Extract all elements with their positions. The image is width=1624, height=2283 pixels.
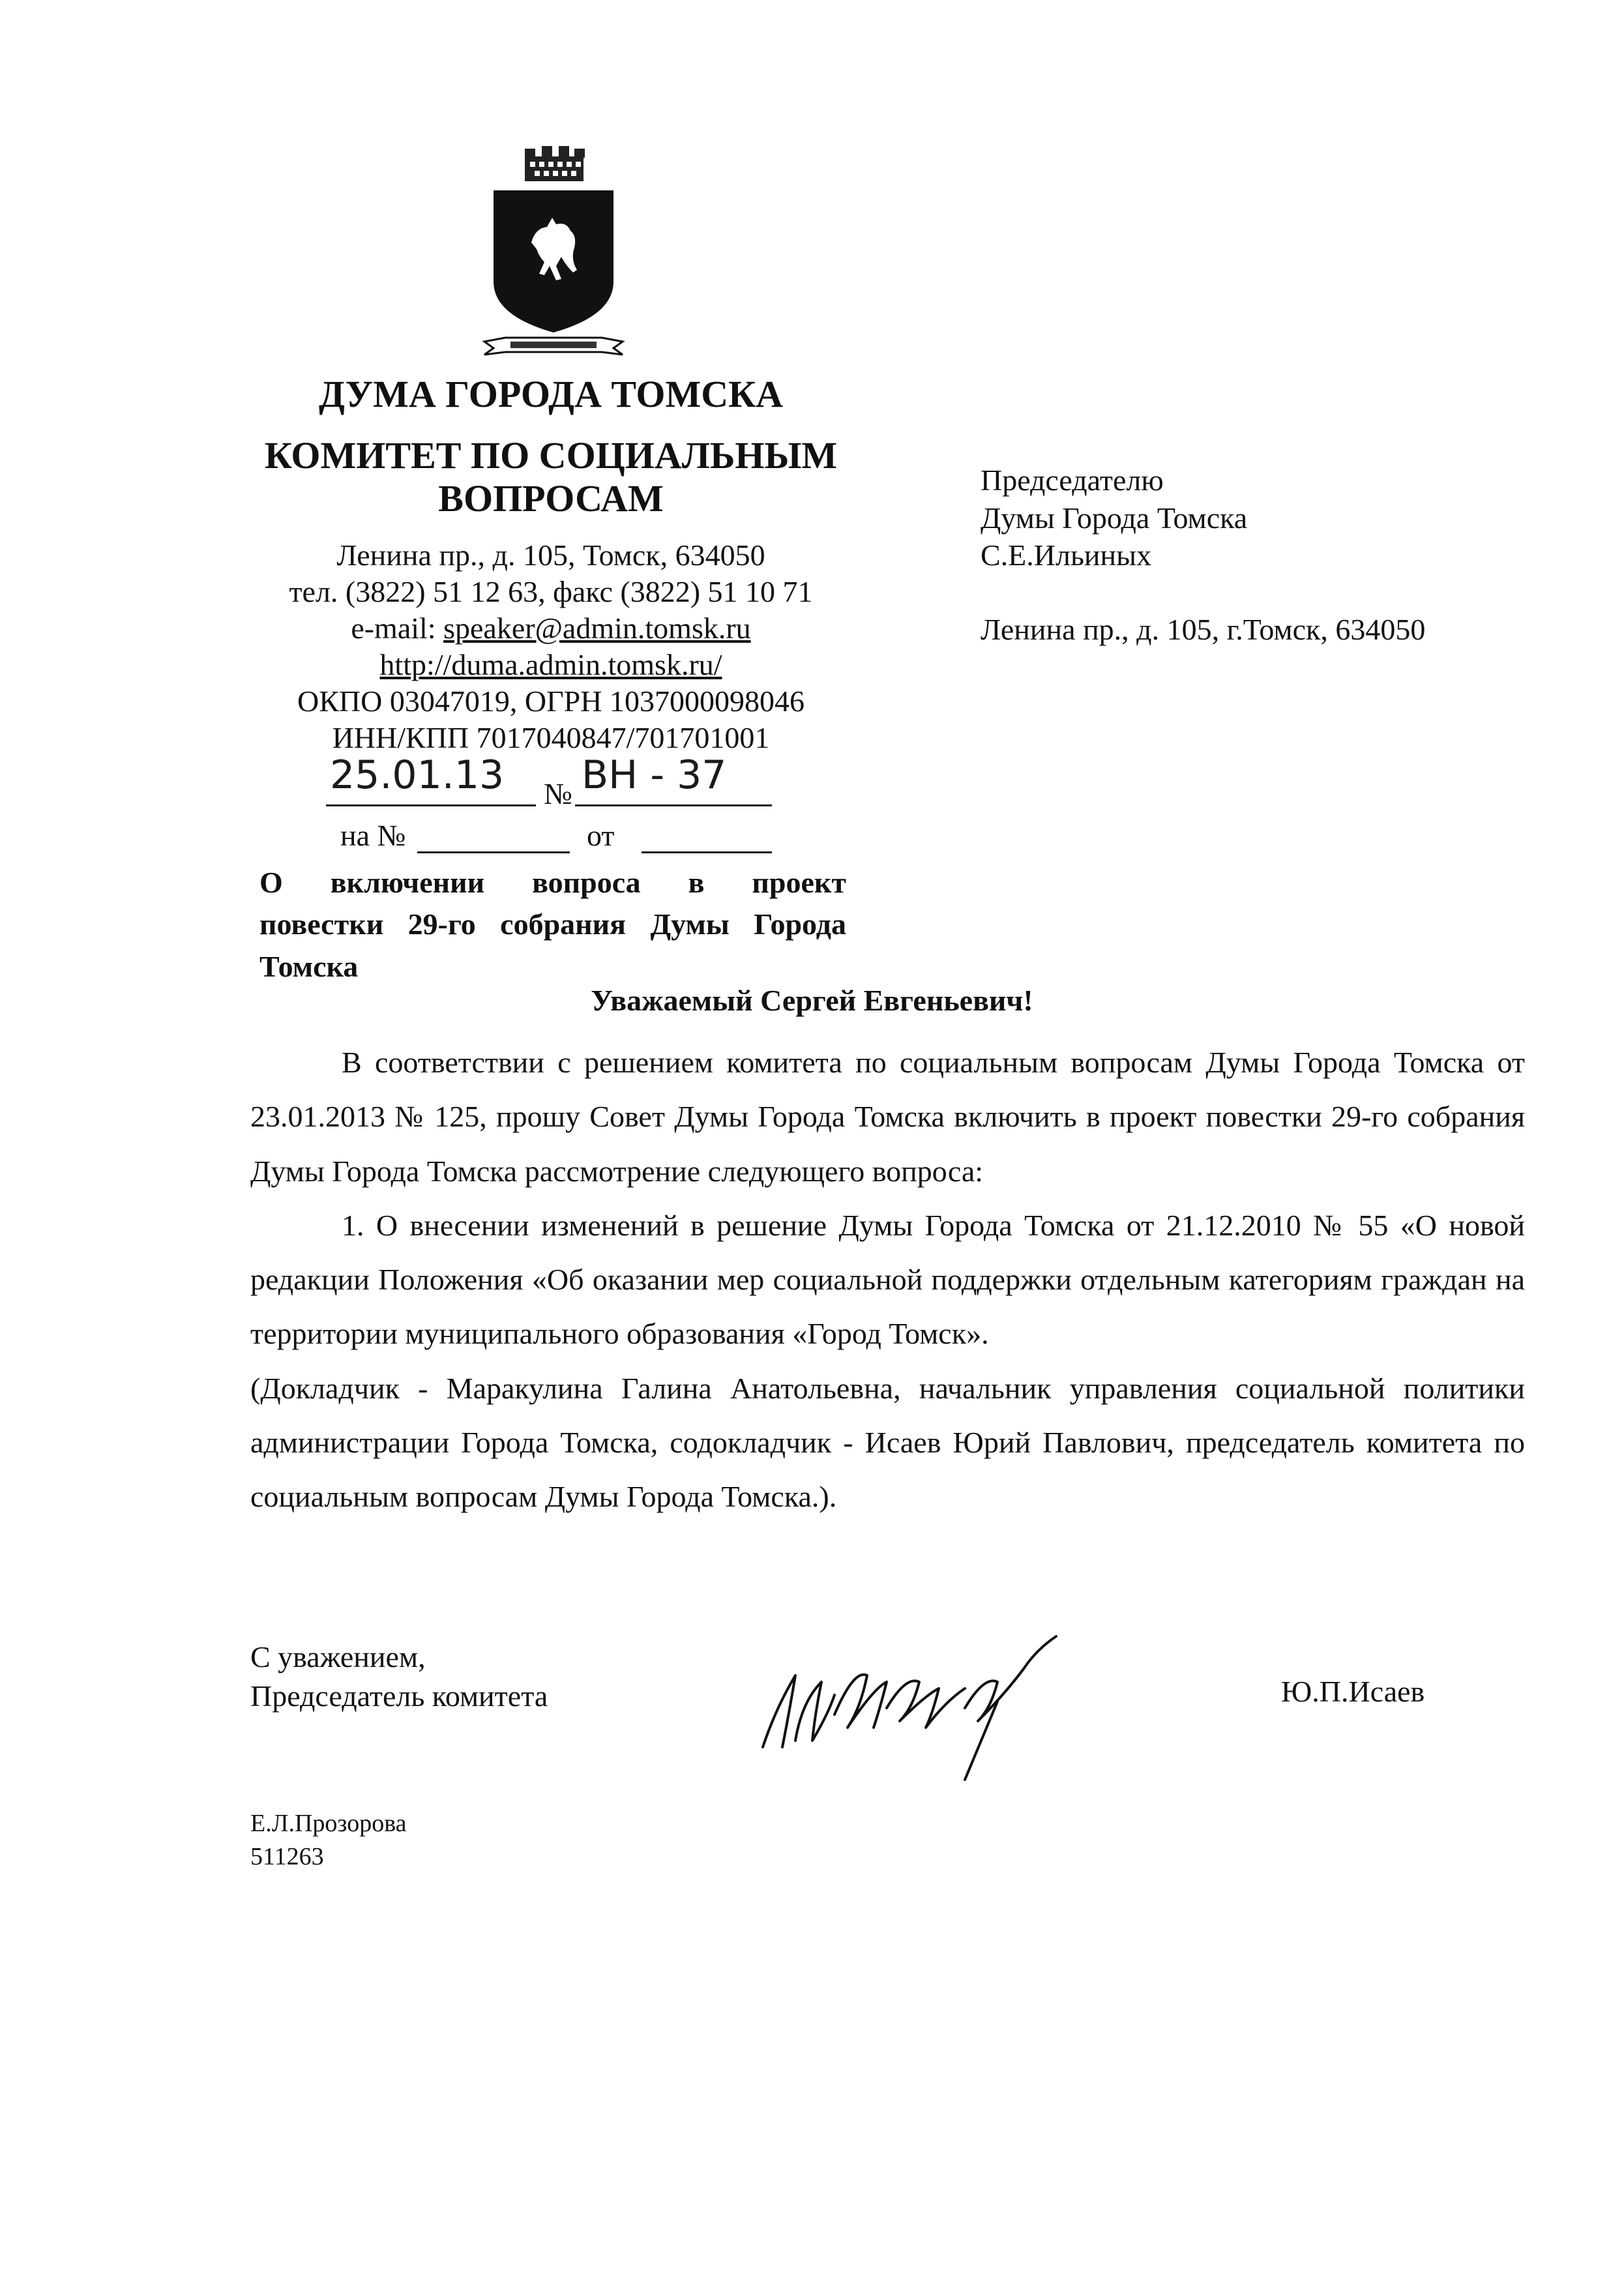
subject-line1: О включении вопроса в проект xyxy=(259,866,846,899)
committee-name-line2: ВОПРОСАМ xyxy=(438,477,664,520)
executor-name: Е.Л.Прозорова xyxy=(250,1810,407,1837)
subject-line3: Томска xyxy=(259,949,359,983)
recipient-position: Председателю xyxy=(981,464,1164,497)
number-label: № xyxy=(544,777,572,810)
recipient-name: С.Е.Ильиных xyxy=(981,538,1152,572)
letter-subject xyxy=(259,862,846,988)
subject-line2: повестки 29-го собрания Думы Города xyxy=(259,907,846,941)
from-underline xyxy=(642,851,772,853)
recipient-address: Ленина пр., д. 105, г.Томск, 634050 xyxy=(981,612,1426,646)
executor-block xyxy=(250,1807,407,1874)
handwritten-number: ВН - 37 xyxy=(582,752,727,798)
recipient-block xyxy=(981,462,1425,648)
from-label: от xyxy=(587,819,615,852)
salutation: Уважаемый Сергей Евгеньевич! xyxy=(591,984,1033,1017)
recipient-organization: Думы Города Томска xyxy=(981,501,1248,535)
org-name: ДУМА ГОРОДА ТОМСКА xyxy=(318,373,784,415)
email-label: e-mail: xyxy=(351,611,444,645)
sender-email-line xyxy=(248,610,854,647)
body-paragraph-3: (Докладчик - Маракулина Галина Анатольевна, начальник управления социальной политики администрации Города Томска, содокладчик - Исаев Юрий Павлович, председатель комитета по социальным вопросам Думы Города Томска.). xyxy=(250,1371,1525,1513)
number-underline xyxy=(575,804,772,806)
date-underline xyxy=(326,804,536,806)
handwritten-date: 25.01.13 xyxy=(330,752,505,798)
handwritten-signature xyxy=(750,1630,1089,1786)
registration-block xyxy=(326,750,782,854)
sender-phone: тел. (3822) 51 12 63, факс (3822) 51 10 71 xyxy=(289,575,813,608)
signer-name: Ю.П.Исаев xyxy=(1281,1675,1425,1708)
body-paragraph-1: В соответствии с решением комитета по социальным вопросам Думы Города Томска от 23.01.2013 № 125, прошу Совет Думы Города Томска включить в проект повестки 29-го собрания Думы Города Томска рассмотрение следующего вопроса: xyxy=(250,1046,1525,1188)
body-paragraph-2: 1. О внесении изменений в решение Думы Города Томска от 21.12.2010 № 55 «О новой редакции Положения «Об оказании мер социальной поддержки отдельным категориям граждан на территории муниципального образования «Город Томск». xyxy=(250,1208,1525,1351)
executor-phone: 511263 xyxy=(250,1843,324,1871)
ref-underline xyxy=(417,851,570,853)
ref-label: на № xyxy=(340,819,406,852)
sender-address: Ленина пр., д. 105, Томск, 634050 xyxy=(336,538,765,572)
committee-name-line1: КОМИТЕТ ПО СОЦИАЛЬНЫМ xyxy=(264,434,838,477)
closing-regards: С уважением, xyxy=(250,1640,426,1673)
okpo-ogrn: ОКПО 03047019, ОГРН 1037000098046 xyxy=(297,685,805,718)
inn-kpp: ИНН/КПП 7017040847/701701001 xyxy=(332,721,770,754)
closing-block xyxy=(250,1638,548,1716)
website-link[interactable]: http://duma.admin.tomsk.ru/ xyxy=(379,648,722,681)
letter-body xyxy=(250,1035,1525,1524)
coat-of-arms-emblem xyxy=(479,145,628,362)
signer-position: Председатель комитета xyxy=(250,1679,548,1713)
email-link[interactable]: speaker@admin.tomsk.ru xyxy=(443,611,751,645)
